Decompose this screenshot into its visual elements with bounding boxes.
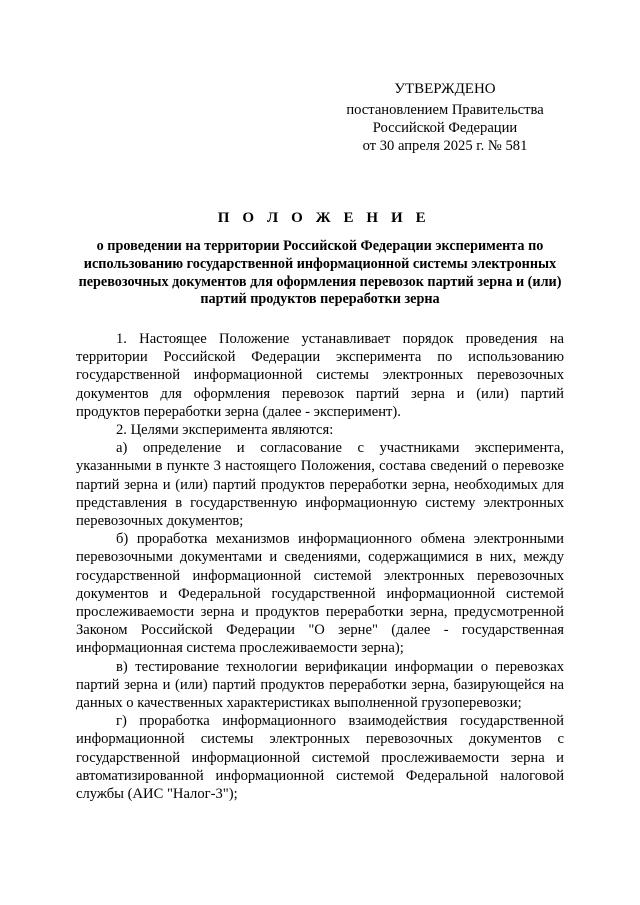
- paragraph-2v: в) тестирование технологии верификации информации о перевозках партий зерна и (или) партий продуктов переработки зерна, базирующейся на данных о качественных характеристиках выполненной грузоперевозки;: [76, 658, 564, 712]
- document-subheading: о проведении на территории Российской Федерации эксперимента по использованию государственной информационной системы электронных перевозочных документов для оформления перевозок партий зерна и (или) партий продуктов переработки зерна: [78, 238, 562, 308]
- approval-stamp: [330, 80, 560, 155]
- approval-line: постановлением Правительства: [346, 102, 544, 118]
- approval-date-number: от 30 апреля 2025 г. № 581: [362, 138, 528, 154]
- approval-line: Российской Федерации: [372, 120, 518, 136]
- paragraph-2g: г) проработка информационного взаимодействия государственной информационной системы электронных перевозочных документов с государственной информационной системой прослеживаемости зерна и автоматизированной информационной системой Федеральной налоговой службы (АИС "Налог-3");: [76, 713, 564, 803]
- paragraph-2: 2. Целями эксперимента являются:: [116, 422, 334, 439]
- paragraph-2a: а) определение и согласование с участниками эксперимента, указанными в пункте 3 настоящего Положения, состава сведений о перевозке партий зерна и (или) партий продуктов переработки зерна, необходимых для представления в государственную информационную систему электронных перевозочных документов;: [76, 440, 564, 530]
- paragraph-1: 1. Настоящее Положение устанавливает порядок проведения на территории Российской Федерации эксперимента по использованию государственной информационной системы электронных перевозочных документов для оформления перевозок партий зерна и (или) партий продуктов переработки зерна (далее - эксперимент).: [76, 331, 564, 420]
- title-block: [70, 210, 570, 309]
- document-body: [76, 330, 564, 803]
- approval-title: УТВЕРЖДЕНО: [394, 81, 496, 97]
- paragraph-2b: б) проработка механизмов информационного обмена электронными перевозочными документами и сведениями, содержащимися в них, между государственной информационной системой электронных перевозочных документов и Федеральной государственной информационной системой прослеживаемости зерна и продуктов переработки зерна, предусмотренной Законом Российской Федерации "О зерне" (далее - государственная информационная система прослеживаемости зерна);: [76, 531, 564, 657]
- document-heading: П О Л О Ж Е Н И Е: [217, 210, 431, 226]
